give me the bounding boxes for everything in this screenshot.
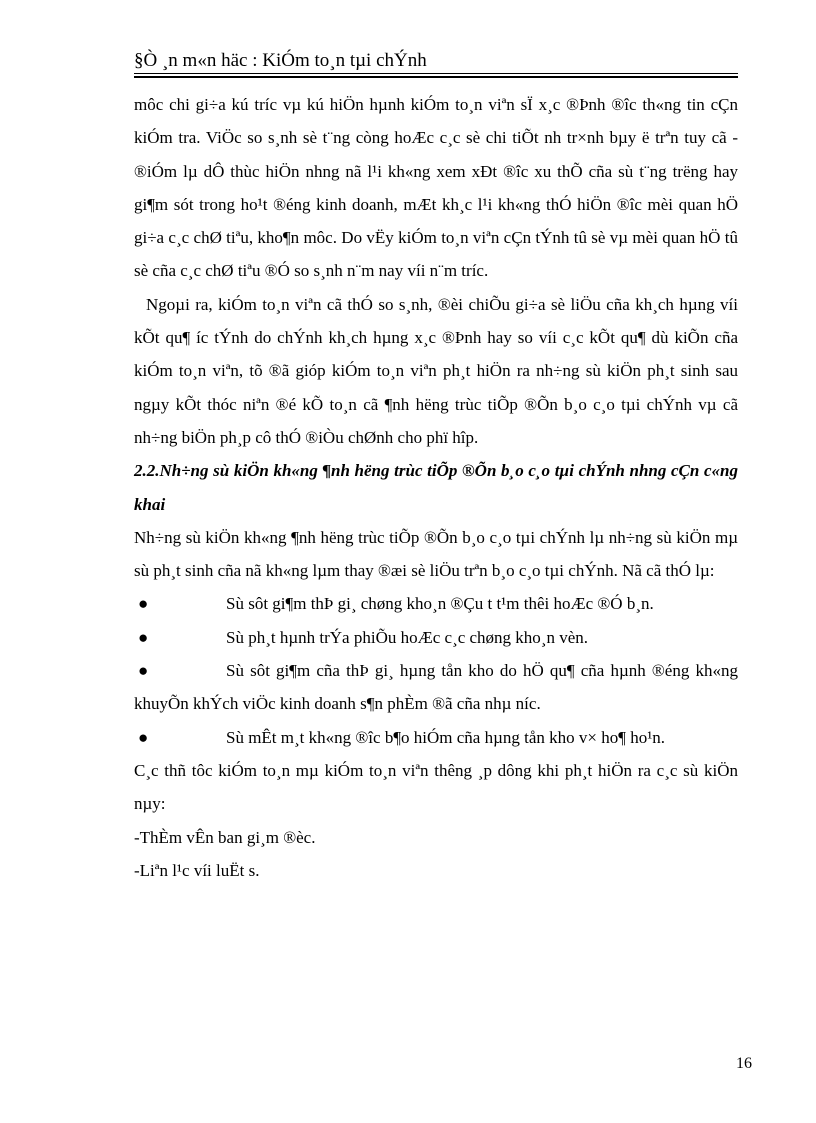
bullet-item (134, 621, 738, 654)
bullet-icon: ● (138, 661, 149, 681)
bullet-text: Sù sôt gi¶m cña thÞ gi¸ hµng tån kho do hÖ qu¶ cña hµnh ®éng kh«ng khuyÕn khÝch viÖc kinh doanh s¶n phÈm ®ã cña nhµ níc. (134, 661, 738, 714)
header-rule-thin (134, 73, 738, 74)
paragraph-3: Nh÷ng sù kiÖn kh«ng ¶nh hëng trùc tiÕp ®Õn b¸o c¸o tµi chÝnh lµ nh÷ng sù kiÖn mµ sù ph¸t sinh cña nã kh«ng lµm thay ®æi sè liÖu trªn b¸o c¸o tµi chÝnh. Nã cã thÓ lµ: (134, 527, 738, 581)
bullet-icon: ● (138, 594, 149, 614)
bullet-text: Sù ph¸t hµnh trÝa phiÕu hoÆc c¸c chøng kho¸n vèn. (226, 627, 589, 647)
page-number: 16 (736, 1055, 752, 1072)
paragraph-5: -ThÈm vÊn ban gi¸m ®èc. (134, 827, 316, 847)
paragraph-2: Ngoµi ra, kiÓm to¸n viªn cã thÓ so s¸nh, ®èi chiÕu gi÷a sè liÖu cña kh¸ch hµng víi kÕt qu¶ íc tÝnh do chÝnh kh¸ch hµng x¸c ®Þnh hay so víi c¸c kÕt qu¶ dù kiÕn cña kiÓm to¸n viªn, tõ ®ã gióp kiÓm to¸n viªn ph¸t hiÖn ra nh÷ng sù kiÖn ph¸t sinh sau ngµy kÕt thóc niªn ®é kÕ to¸n cã ¶nh hëng trùc tiÕp ®Õn b¸o c¸o tµi chÝnh vµ cã nh÷ng biÖn ph¸p cô thÓ ®iÒu chØnh cho phï hîp. (134, 294, 738, 447)
bullet-item (134, 654, 738, 721)
bullet-icon: ● (138, 627, 149, 647)
bullet-icon: ● (138, 727, 149, 747)
header-rule-thick (134, 76, 738, 78)
document-body (134, 88, 738, 887)
bullet-text: Sù sôt gi¶m thÞ gi¸ chøng kho¸n ®Çu t t¹m thêi hoÆc ®Ó b¸n. (226, 594, 654, 614)
bullet-item (134, 587, 738, 620)
page-header-title: §Ò ¸n m«n häc : KiÓm to¸n tµi chÝnh (134, 50, 427, 71)
section-heading: 2.2.Nh÷ng sù kiÖn kh«ng ¶nh hëng trùc tiÕp ®Õn b¸o c¸o tµi chÝnh nhng cÇn c«ng khai (134, 461, 738, 514)
paragraph-4: C¸c thñ tôc kiÓm to¸n mµ kiÓm to¸n viªn thêng ¸p dông khi ph¸t hiÖn ra c¸c sù kiÖn nµy: (134, 760, 738, 814)
bullet-text: Sù mÊt m¸t kh«ng ®îc b¶o hiÓm cña hµng tån kho v× ho¶ ho¹n. (226, 727, 666, 747)
paragraph-1: môc chi gi÷a kú tríc vµ kú hiÖn hµnh kiÓm to¸n viªn sÏ x¸c ®Þnh ®îc th«ng tin cÇn kiÓm tra. ViÖc so s¸nh sè t¨ng còng hoÆc c¸c sè chi tiÕt nh tr×nh bµy ë trªn tuy cã ®iÓm lµ dÔ thùc hiÖn nhng nã l¹i kh«ng xem xÐt ®îc xu thÕ cña sù t¨ng trëng hay gi¶m sót trong ho¹t ®éng kinh doanh, mÆt kh¸c l¹i kh«ng thÓ hiÖn ®îc mèi quan hÖ gi÷a c¸c chØ tiªu, kho¶n môc. Do vËy kiÓm to¸n viªn cÇn tÝnh tû sè vµ mèi quan hÖ tû sè cña c¸c chØ tiªu ®Ó so s¸nh n¨m nay víi n¨m tríc. (134, 95, 738, 281)
paragraph-6: -Liªn l¹c víi luËt s. (134, 860, 260, 880)
bullet-item (134, 721, 738, 754)
